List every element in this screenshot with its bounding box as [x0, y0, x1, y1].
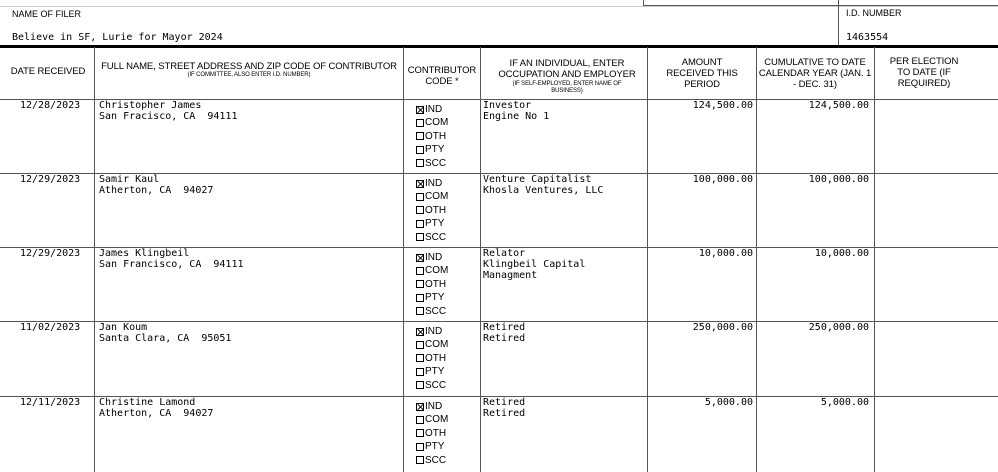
employer: Retired	[483, 408, 526, 419]
amount-received: 5,000.00	[704, 397, 753, 408]
checkbox-icon[interactable]	[416, 456, 424, 464]
code-option-pty[interactable]	[416, 217, 448, 230]
employer: Engine No 1	[483, 111, 550, 122]
col-occupation-label: IF AN INDIVIDUAL, ENTER OCCUPATION AND EMPLOYER	[498, 58, 636, 80]
col-cumulative-label: CUMULATIVE TO DATE CALENDAR YEAR (JAN. 1 - DEC. 31)	[758, 57, 872, 90]
received-date: 12/11/2023	[20, 397, 81, 408]
code-option-pty[interactable]	[416, 365, 448, 378]
filer-top-line	[0, 6, 998, 7]
code-option-com[interactable]	[416, 264, 448, 277]
checkbox-icon[interactable]	[416, 233, 424, 241]
occupation: Investor	[483, 100, 532, 111]
code-option-oth[interactable]	[416, 204, 448, 217]
code-label: OTH	[425, 427, 447, 439]
col-header-name	[96, 61, 402, 79]
code-label: PTY	[425, 144, 445, 156]
received-date: 11/02/2023	[20, 322, 81, 333]
checkbox-icon[interactable]	[416, 403, 424, 411]
col-name-label: FULL NAME, STREET ADDRESS AND ZIP CODE OF CONTRIBUTOR	[101, 61, 397, 72]
checkbox-icon[interactable]	[416, 267, 424, 275]
code-label: OTH	[425, 204, 447, 216]
contributor-name: Samir Kaul	[99, 174, 160, 185]
cumulative-to-date: 250,000.00	[808, 322, 869, 333]
code-label: COM	[425, 191, 449, 203]
occupation: Retired	[483, 322, 526, 333]
col-header-amount	[660, 57, 744, 90]
amount-received: 124,500.00	[692, 100, 753, 111]
col-divider	[403, 47, 404, 472]
contributor-code-group	[416, 251, 448, 318]
code-option-com[interactable]	[416, 190, 448, 203]
col-header-occupation	[494, 58, 640, 95]
contributor-address: Atherton, CA 94027	[99, 408, 214, 419]
received-date: 12/29/2023	[20, 248, 81, 259]
code-label: PTY	[425, 292, 445, 304]
cumulative-to-date: 100,000.00	[808, 174, 869, 185]
occupation: Venture Capitalist	[483, 174, 592, 185]
col-divider	[94, 47, 95, 472]
contributor-name: Christine Lamond	[99, 397, 196, 408]
code-label: COM	[425, 265, 449, 277]
col-divider	[480, 47, 481, 472]
header-rule	[0, 45, 998, 48]
received-date: 12/28/2023	[20, 100, 81, 111]
checkbox-icon[interactable]	[416, 443, 424, 451]
occupation: Retired	[483, 397, 526, 408]
col-header-per-election	[888, 56, 960, 89]
filer-name-label: NAME OF FILER	[12, 9, 82, 19]
contributor-code-group	[416, 325, 448, 392]
code-label: IND	[425, 178, 443, 189]
code-option-oth[interactable]	[416, 352, 448, 365]
code-option-ind[interactable]	[416, 177, 448, 190]
id-number-value: 1463554	[846, 32, 889, 43]
code-option-scc[interactable]	[416, 305, 448, 318]
code-label: OTH	[425, 278, 447, 290]
col-divider	[874, 47, 875, 472]
cumulative-to-date: 124,500.00	[808, 100, 869, 111]
checkbox-icon[interactable]	[416, 254, 424, 262]
checkbox-icon[interactable]	[416, 119, 424, 127]
code-option-scc[interactable]	[416, 454, 448, 467]
checkbox-icon[interactable]	[416, 206, 424, 214]
code-label: IND	[425, 104, 443, 115]
occupation: Relator	[483, 248, 526, 259]
code-label: PTY	[425, 218, 445, 230]
code-label: SCC	[425, 379, 447, 391]
code-option-scc[interactable]	[416, 379, 448, 392]
contributor-address: San Francisco, CA 94111	[99, 259, 244, 270]
checkbox-icon[interactable]	[416, 307, 424, 315]
employer: Khosla Ventures, LLC	[483, 185, 604, 196]
contributor-address: Santa Clara, CA 95051	[99, 333, 232, 344]
checkbox-icon[interactable]	[416, 193, 424, 201]
code-option-pty[interactable]	[416, 143, 448, 156]
checkbox-icon[interactable]	[416, 220, 424, 228]
code-option-scc[interactable]	[416, 157, 448, 170]
checkbox-icon[interactable]	[416, 416, 424, 424]
code-label: OTH	[425, 352, 447, 364]
code-option-oth[interactable]	[416, 278, 448, 291]
contributor-address: Atherton, CA 94027	[99, 185, 214, 196]
col-amount-label: AMOUNT RECEIVED THIS PERIOD	[666, 57, 738, 90]
code-option-scc[interactable]	[416, 231, 448, 244]
col-occupation-sub: (IF SELF-EMPLOYED, ENTER NAME OF BUSINESS)	[512, 81, 622, 94]
contributor-name: James Klingbeil	[99, 248, 190, 259]
code-option-pty[interactable]	[416, 440, 448, 453]
code-option-com[interactable]	[416, 413, 448, 426]
col-header-date	[8, 66, 88, 77]
checkbox-icon[interactable]	[416, 341, 424, 349]
checkbox-icon[interactable]	[416, 159, 424, 167]
code-label: OTH	[425, 130, 447, 142]
col-date-label: DATE RECEIVED	[10, 66, 86, 77]
col-header-cumulative	[758, 57, 872, 90]
checkbox-icon[interactable]	[416, 106, 424, 114]
id-number-label: I.D. NUMBER	[846, 8, 902, 18]
checkbox-icon[interactable]	[416, 354, 424, 362]
checkbox-icon[interactable]	[416, 294, 424, 302]
code-label: SCC	[425, 454, 447, 466]
col-per-election-label: PER ELECTION TO DATE (IF REQUIRED)	[889, 56, 959, 89]
checkbox-icon[interactable]	[416, 180, 424, 188]
code-option-oth[interactable]	[416, 130, 448, 143]
code-label: IND	[425, 252, 443, 263]
col-name-sub: (IF COMMITTEE, ALSO ENTER I.D. NUMBER)	[187, 72, 311, 78]
filer-name-value: Believe in SF, Lurie for Mayor 2024	[12, 32, 223, 43]
code-label: SCC	[425, 231, 447, 243]
cumulative-to-date: 5,000.00	[820, 397, 869, 408]
employer: Klingbeil Capital Managment	[483, 259, 586, 281]
checkbox-icon[interactable]	[416, 381, 424, 389]
code-label: COM	[425, 414, 449, 426]
employer: Retired	[483, 333, 526, 344]
amount-received: 10,000.00	[698, 248, 753, 259]
contributor-code-group	[416, 177, 448, 244]
col-divider	[647, 47, 648, 472]
received-date: 12/29/2023	[20, 174, 81, 185]
code-option-ind[interactable]	[416, 325, 448, 338]
code-option-com[interactable]	[416, 338, 448, 351]
checkbox-icon[interactable]	[416, 429, 424, 437]
checkbox-icon[interactable]	[416, 132, 424, 140]
cumulative-to-date: 10,000.00	[814, 248, 869, 259]
code-option-ind[interactable]	[416, 251, 448, 264]
col-header-code	[404, 65, 480, 87]
contributor-name: Jan Koum	[99, 322, 148, 333]
contributor-code-group	[416, 103, 448, 170]
checkbox-icon[interactable]	[416, 280, 424, 288]
contributor-address: San Fracisco, CA 94111	[99, 111, 238, 122]
code-label: SCC	[425, 157, 447, 169]
code-label: IND	[425, 326, 443, 337]
code-label: SCC	[425, 305, 447, 317]
contributor-name: Christopher James	[99, 100, 202, 111]
code-option-com[interactable]	[416, 116, 448, 129]
checkbox-icon[interactable]	[416, 368, 424, 376]
code-label: PTY	[425, 441, 445, 453]
col-divider	[756, 47, 757, 472]
id-divider	[838, 0, 839, 46]
amount-received: 250,000.00	[692, 322, 753, 333]
col-code-label: CONTRIBUTOR CODE *	[407, 65, 477, 87]
code-label: COM	[425, 117, 449, 129]
checkbox-icon[interactable]	[416, 328, 424, 336]
code-label: COM	[425, 339, 449, 351]
code-option-ind[interactable]	[416, 400, 448, 413]
checkbox-icon[interactable]	[416, 146, 424, 154]
code-label: IND	[425, 401, 443, 412]
code-option-pty[interactable]	[416, 291, 448, 304]
amount-received: 100,000.00	[692, 174, 753, 185]
contributor-code-group	[416, 400, 448, 467]
code-option-ind[interactable]	[416, 103, 448, 116]
code-label: PTY	[425, 366, 445, 378]
code-option-oth[interactable]	[416, 427, 448, 440]
